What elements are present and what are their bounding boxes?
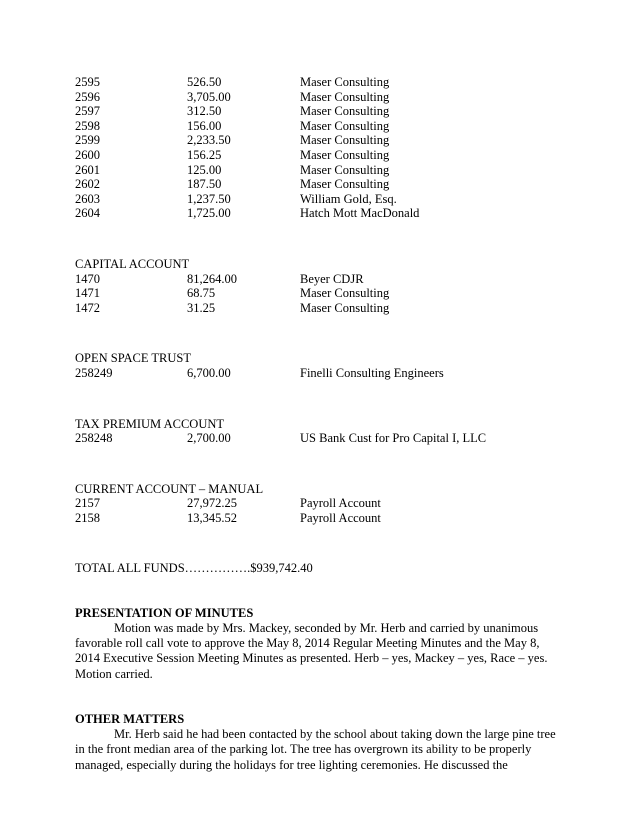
check-payee: Maser Consulting bbox=[300, 147, 390, 162]
check-amount: 3,705.00 bbox=[187, 89, 231, 104]
other-matters-heading: OTHER MATTERS bbox=[75, 712, 185, 727]
check-amount: 2,700.00 bbox=[187, 431, 231, 446]
document-body bbox=[75, 75, 565, 773]
check-payee: Maser Consulting bbox=[300, 300, 390, 315]
current-account-manual-section bbox=[75, 482, 565, 526]
checks-table bbox=[75, 75, 565, 221]
check-payee: Maser Consulting bbox=[300, 89, 390, 104]
check-number: 2601 bbox=[75, 162, 100, 177]
table-row bbox=[75, 104, 565, 119]
check-payee: Hatch Mott MacDonald bbox=[300, 206, 420, 221]
paragraph-line: Motion was made by Mrs. Mackey, seconded by Mr. Herb and carried by unanimous bbox=[114, 620, 539, 635]
tax-premium-account-section bbox=[75, 417, 565, 446]
paragraph-line: favorable roll call vote to approve the May 8, 2014 Regular Meeting Minutes and the May 8, bbox=[75, 636, 540, 651]
capital-account-section bbox=[75, 257, 565, 315]
table-row bbox=[75, 148, 565, 163]
check-amount: 81,264.00 bbox=[187, 271, 237, 286]
check-amount: 27,972.25 bbox=[187, 496, 237, 511]
table-row bbox=[75, 119, 565, 134]
table-row bbox=[75, 192, 565, 207]
table-row bbox=[75, 431, 565, 446]
check-amount: 125.00 bbox=[187, 162, 222, 177]
check-payee: Payroll Account bbox=[300, 496, 381, 511]
check-amount: 31.25 bbox=[187, 300, 216, 315]
check-number: 2604 bbox=[75, 206, 100, 221]
paragraph-line: Mr. Herb said he had been contacted by the school about taking down the large pine tree bbox=[114, 726, 556, 741]
table-row bbox=[75, 366, 565, 381]
paragraph-line: in the front median area of the parking lot. The tree has overgrown its ability to be properly bbox=[75, 742, 532, 757]
table-row bbox=[75, 301, 565, 316]
check-number: 1471 bbox=[75, 286, 100, 301]
check-payee: Maser Consulting bbox=[300, 118, 390, 133]
check-number: 1472 bbox=[75, 300, 100, 315]
check-amount: 156.25 bbox=[187, 147, 222, 162]
check-number: 2596 bbox=[75, 89, 100, 104]
check-payee: Beyer CDJR bbox=[300, 271, 364, 286]
table-row bbox=[75, 286, 565, 301]
table-row bbox=[75, 206, 565, 221]
check-amount: 2,233.50 bbox=[187, 133, 231, 148]
check-payee: Maser Consulting bbox=[300, 75, 390, 89]
check-payee: Maser Consulting bbox=[300, 286, 390, 301]
table-row bbox=[75, 75, 565, 90]
check-number: 258249 bbox=[75, 365, 113, 380]
check-number: 258248 bbox=[75, 431, 113, 446]
check-number: 2595 bbox=[75, 75, 100, 89]
check-number: 2158 bbox=[75, 510, 100, 525]
check-payee: US Bank Cust for Pro Capital I, LLC bbox=[300, 431, 487, 446]
check-payee: Payroll Account bbox=[300, 510, 381, 525]
check-payee: Maser Consulting bbox=[300, 177, 390, 192]
check-payee: Maser Consulting bbox=[300, 104, 390, 119]
table-row bbox=[75, 163, 565, 178]
check-number: 2602 bbox=[75, 177, 100, 192]
check-amount: 187.50 bbox=[187, 177, 222, 192]
table-row bbox=[75, 177, 565, 192]
check-payee: Finelli Consulting Engineers bbox=[300, 365, 444, 380]
table-row bbox=[75, 496, 565, 511]
check-amount: 1,725.00 bbox=[187, 206, 231, 221]
section-heading: TAX PREMIUM ACCOUNT bbox=[75, 416, 225, 431]
paragraph-line: Motion carried. bbox=[75, 666, 153, 681]
open-space-trust-section bbox=[75, 351, 565, 380]
table-row bbox=[75, 272, 565, 287]
section-heading: OPEN SPACE TRUST bbox=[75, 351, 192, 366]
check-amount: 312.50 bbox=[187, 104, 222, 119]
check-number: 2600 bbox=[75, 147, 100, 162]
section-heading: CURRENT ACCOUNT – MANUAL bbox=[75, 481, 264, 496]
check-number: 1470 bbox=[75, 271, 100, 286]
paragraph-line: 2014 Executive Session Meeting Minutes as presented. Herb – yes, Mackey – yes, Race – yes. bbox=[75, 651, 548, 666]
check-amount: 526.50 bbox=[187, 75, 222, 89]
check-amount: 6,700.00 bbox=[187, 365, 231, 380]
check-number: 2157 bbox=[75, 496, 100, 511]
table-row bbox=[75, 133, 565, 148]
check-number: 2599 bbox=[75, 133, 100, 148]
check-amount: 156.00 bbox=[187, 118, 222, 133]
check-number: 2598 bbox=[75, 118, 100, 133]
check-payee: Maser Consulting bbox=[300, 133, 390, 148]
check-amount: 13,345.52 bbox=[187, 510, 237, 525]
table-row bbox=[75, 90, 565, 105]
check-payee: William Gold, Esq. bbox=[300, 191, 397, 206]
check-payee: Maser Consulting bbox=[300, 162, 390, 177]
check-amount: 68.75 bbox=[187, 286, 216, 301]
table-row bbox=[75, 511, 565, 526]
total-all-funds: TOTAL ALL FUNDS…………….$939,742.40 bbox=[75, 561, 313, 576]
check-number: 2603 bbox=[75, 191, 100, 206]
check-number: 2597 bbox=[75, 104, 100, 119]
minutes-heading: PRESENTATION OF MINUTES bbox=[75, 606, 254, 621]
section-heading: CAPITAL ACCOUNT bbox=[75, 256, 190, 271]
other-matters-paragraph bbox=[75, 727, 565, 773]
minutes-paragraph bbox=[75, 621, 565, 683]
check-amount: 1,237.50 bbox=[187, 191, 231, 206]
paragraph-line: managed, especially during the holidays for tree lighting ceremonies. He discussed the bbox=[75, 757, 508, 772]
